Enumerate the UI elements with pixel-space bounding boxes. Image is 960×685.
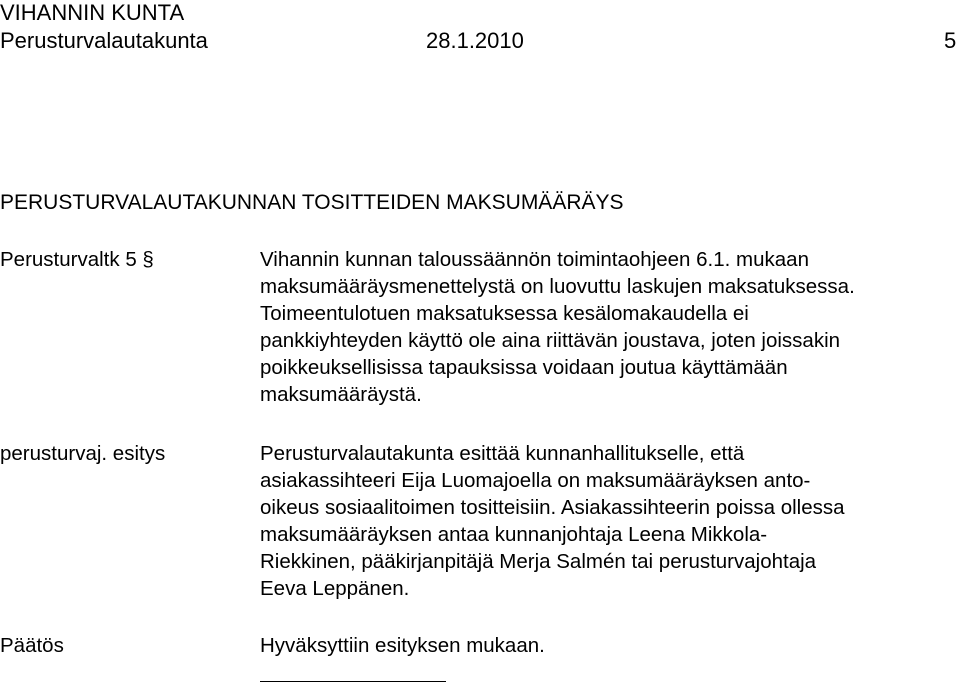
section-text-proposal — [260, 440, 845, 602]
paragraph-line: poikkeuksellisissa tapauksissa voidaan joutua käyttämään — [260, 356, 788, 379]
paragraph-line: pankkiyhteyden käyttö ole aina riittävän joustava, joten joissakin — [260, 329, 841, 352]
header-organization: VIHANNIN KUNTA — [0, 0, 185, 25]
document-title: PERUSTURVALAUTAKUNNAN TOSITTEIDEN MAKSUMÄÄRÄYS — [0, 191, 624, 214]
section-label-proposal: perusturvaj. esitys — [0, 442, 166, 465]
section-text-case — [260, 246, 855, 408]
section-label-case: Perusturvaltk 5 § — [0, 248, 154, 271]
separator-line — [260, 681, 446, 682]
header-page-number: 5 — [944, 28, 957, 53]
paragraph-line: oikeus sosiaalitoimen tositteisiin. Asiakassihteerin poissa ollessa — [260, 496, 845, 519]
paragraph-line: maksumääräyksen antaa kunnanjohtaja Leena Mikkola- — [260, 523, 768, 546]
section-label-decision: Päätös — [0, 634, 64, 657]
paragraph-line: Toimeentulotuen maksatuksessa kesälomakaudella ei — [260, 302, 749, 325]
section-text-decision — [260, 632, 545, 659]
paragraph-line: asiakassihteeri Eija Luomajoella on maksumääräyksen anto- — [260, 469, 811, 492]
header-date: 28.1.2010 — [426, 28, 524, 53]
header-board-name: Perusturvalautakunta — [0, 28, 208, 53]
paragraph-line: Riekkinen, pääkirjanpitäjä Merja Salmén tai perusturvajohtaja — [260, 550, 817, 573]
paragraph-line: Eeva Leppänen. — [260, 577, 410, 600]
paragraph-line: Hyväksyttiin esityksen mukaan. — [260, 634, 545, 657]
paragraph-line: maksumääräysmenettelystä on luovuttu laskujen maksatuksessa. — [260, 275, 855, 298]
paragraph-line: Perusturvalautakunta esittää kunnanhallitukselle, että — [260, 442, 745, 465]
paragraph-line: Vihannin kunnan taloussäännön toimintaohjeen 6.1. mukaan — [260, 248, 809, 271]
paragraph-line: maksumääräystä. — [260, 383, 422, 406]
